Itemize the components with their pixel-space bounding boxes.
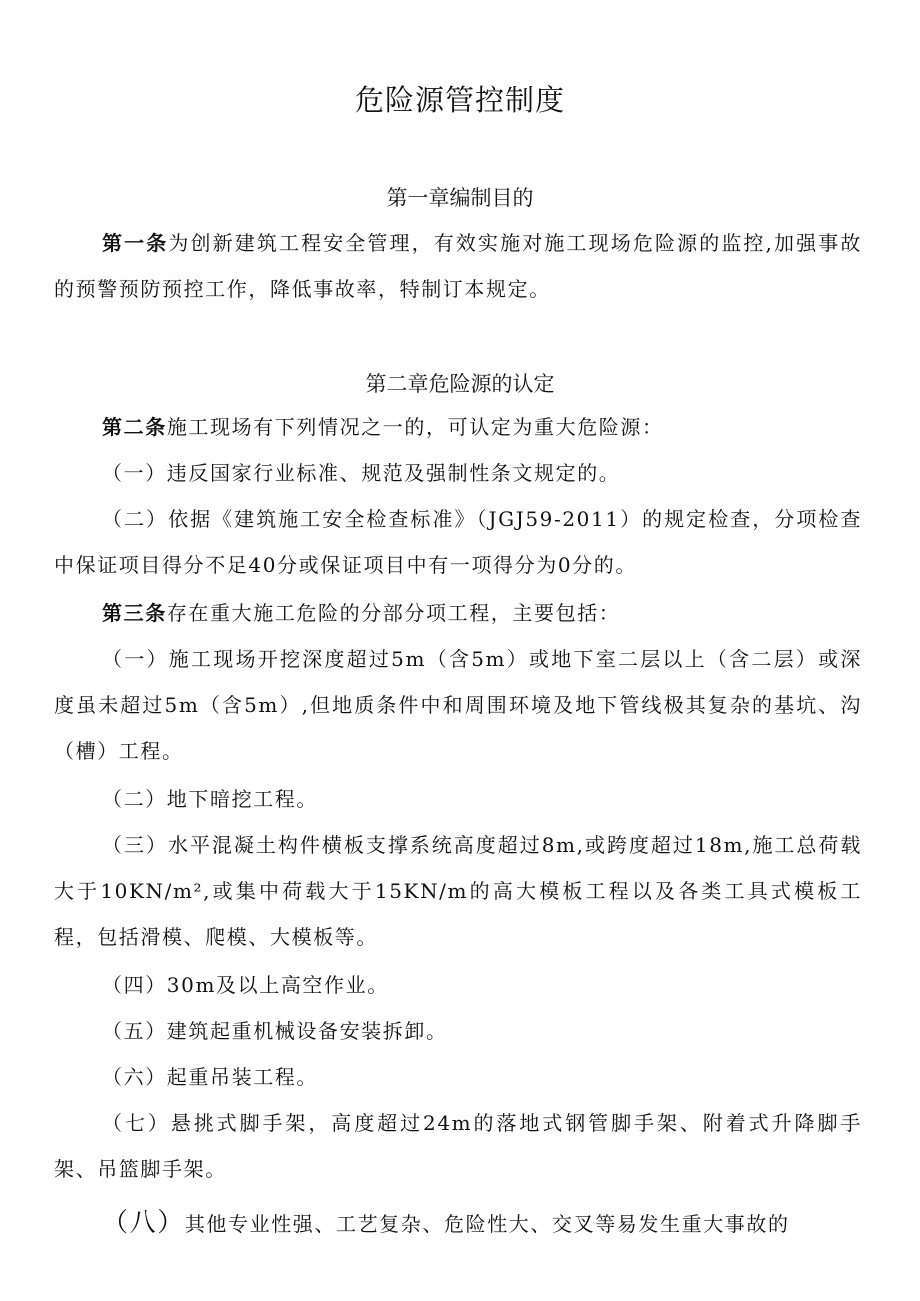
article-3 [54,590,862,636]
article-3-text: 存在重大施工危险的分部分项工程，主要包括： [166,601,621,625]
article-3-item-8 [54,1200,862,1247]
article-3-item-6: （六）起重吊装工程。 [102,1065,318,1089]
chapter-1-heading: 第一章编制目的 [386,186,534,210]
article-3-label: 第三条 [102,601,167,625]
article-3-item-2: （二）地下暗挖工程。 [102,787,318,811]
article-3-item-1: （一）施工现场开挖深度超过5m（含5m）或地下室二层以上（含二层）或深度虽未超过5m（含5m）,但地质条件中和周围环境及地下管线极其复杂的基坑、沟（槽）工程。 [54,647,862,763]
article-2 [54,404,862,450]
article-3-item-3: （三）水平混凝土构件横板支撑系统高度超过8m,或跨度超过18m,施工总荷载大于10KN/m²,或集中荷载大于15KN/m的高大模板工程以及各类工具式模板工程，包括滑模、爬模、大模板等。 [54,833,862,949]
article-3-item-8-number: （八） [102,1208,185,1238]
article-2-item-2: （二）依据《建筑施工安全检查标准》（JGJ59-2011）的规定检查，分项检查中保证项目得分不足40分或保证项目中有一项得分为0分的。 [54,507,862,577]
document-title: 危险源管控制度 [354,83,565,117]
article-2-label: 第二条 [102,415,167,439]
article-1-text: 为创新建筑工程安全管理，有效实施对施工现场危险源的监控,加强事故的预警预防预控工作，降低事故率，特制订本规定。 [54,231,862,301]
article-1 [54,220,862,312]
article-2-item-1: （一）违反国家行业标准、规范及强制性条文规定的。 [102,461,621,485]
article-2-text: 施工现场有下列情况之一的，可认定为重大危险源： [166,415,664,439]
article-1-label: 第一条 [102,231,169,255]
article-3-item-8-text: 其他专业性强、工艺复杂、危险性大、交叉等易发生重大事故的 [184,1212,790,1236]
article-3-item-5: （五）建筑起重机械设备安装拆卸。 [102,1019,448,1043]
chapter-2-heading: 第二章危险源的认定 [365,372,555,396]
article-3-item-4: （四）30m及以上高空作业。 [102,973,389,997]
article-3-item-7: （七）悬挑式脚手架，高度超过24m的落地式钢管脚手架、附着式升降脚手架、吊篮脚手架。 [54,1111,862,1181]
